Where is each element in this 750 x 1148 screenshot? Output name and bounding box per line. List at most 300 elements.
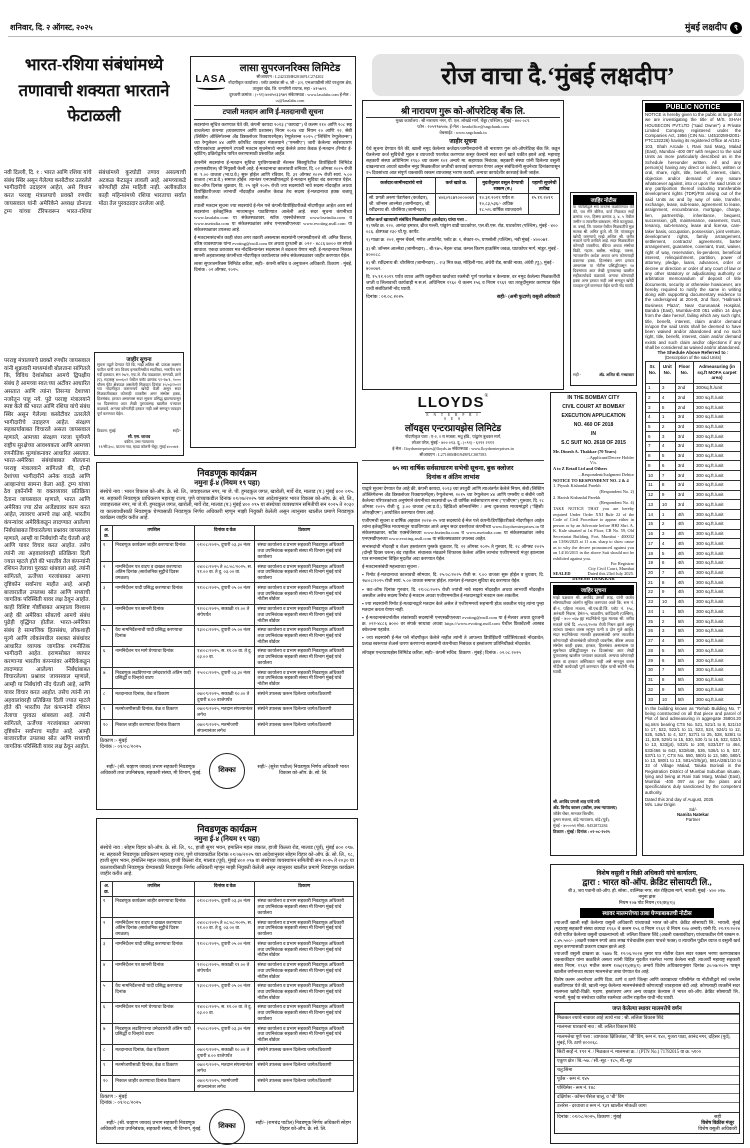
tender1-title: निवडणूक कार्यक्रम xyxy=(197,468,257,478)
jahir-notis-name: अ‍ॅड. अजित बी. गच्चाकार xyxy=(599,373,634,377)
table-cell: 3rd xyxy=(675,490,693,500)
banner-text: रोज वाचा दै.‘मुंबई लक्षदीप’ xyxy=(441,63,675,90)
public-notice-body2: In the building known as "Rehab Building No. 7" being constructed on all that piece and parcel of Plot of land admeasuring in aggregate 35804.20 sq.mtrs bearing CTS No. 521, 521/1 to 8, 521/10 to 17, 522, 522/1 to 11, 523, 524, 524/1 to 12, 525, 525/1 to 4, 527, 527/1 to 25, 528, 528/1 to 11, 529, 529/1 to 15, 530, 530 /1 to 16, 532, 532/1 to 13, 533(pt), 533/1 to 100, 533/107 to 464, 533/466 to 643, 533/648, 536, 536/1 to 5, 537, 537/1 to 7, CTS No. 580, 580/1 to 13, 580, 580/1 to 13, 580/1 to 13, 581A/2/5(pt), 581A/2B/1/10 to 33 of Village Malad, Taluka Borivali in the Registration District of Mumbai Suburban situate, lying and being at Rani Sati Marg, Malad (East), Mumbai -400 097 as per the plans and specifications duly sanctioned by the competent authority. xyxy=(645,705,741,795)
lloyds-notice xyxy=(362,394,544,1144)
table-cell: संस्थेने उपलब्ध करून दिलेल्या जागेत/ठिकाणी xyxy=(255,1045,354,1060)
table-cell: ९ xyxy=(101,704,113,719)
article-headline: भारत-रशिया संबंधांमध्ये तणावाची शक्यता भारताने फेटाळली xyxy=(18,55,170,126)
table-header-cell: Sr. No. xyxy=(646,362,660,383)
table-cell: 9 xyxy=(659,490,675,500)
table-cell: 4th xyxy=(675,597,693,607)
table-cell: ४०६०९८७९०००००७९ xyxy=(436,193,477,214)
table-cell: 1 xyxy=(646,383,660,393)
text-line: दक्षिणेस - कॉमन पॅसेज चालू, व ‘बी’ विंग xyxy=(555,1093,739,1102)
table-cell: 3rd xyxy=(675,480,693,490)
table-row xyxy=(646,568,741,578)
court-title xyxy=(553,395,634,447)
table-cell: 9 xyxy=(659,587,675,597)
public-notice-sd: Sd/- xyxy=(688,806,698,812)
table-cell: 4 xyxy=(659,441,675,451)
table-cell: 3 xyxy=(659,383,675,393)
table-cell: 3 xyxy=(646,403,660,413)
table-cell: संस्था कार्यालय व प्रभाग सहकारी निवडणूक अधिकारी तथा उपनिबंधक सहकारी संस्था मी विभाग मुंबई यांचे नोटीस बोर्डवर xyxy=(255,583,354,604)
table-header-cell: दिनांक व वेळ xyxy=(195,525,255,540)
lasa-body xyxy=(194,120,352,273)
jahir-notis-sign: सही - xyxy=(573,373,581,377)
lasa-addr3: दूरध्वनी क्रमांक : (+९१) ७०४५०३३९७९ संकेतस्थळ : www.lasalabs.com ई-मेल : cs@lasalabs.com xyxy=(229,92,351,103)
tender2-intro: संस्थेचे नाव : सोहम विहार को-ऑप. क्रे. सो. लि., १८, हाजी सुगर भवन, हमालिन महल जकात, हाजी किल्ला रोड, मालाड (पूर्व), मुंबई ४०० ०९७. मा. सहकारी निवडणूक प्राधिकरण महाराष्ट्र राज्य, पुणे यांच्याकडील दिनांक ०१/०७/२०२५ च्या आदेशानुसार सोहम विहार को-ऑप. क्रे. सो. लि., १८, हाजी सुगर भवन, हमालिन महल जकात, हाजी किल्ला रोड, मालाड (पूर्व), मुंबई ४०० ०९७ या संस्थेच्या व्यवस्थापन समितीची सन २०२५ ते २०३० या कालावधीसाठी निवडणूक घेण्यासाठी निवडणूक निर्णय अधिकारी म्हणून माझी नियुक्ती केलेली असून त्यानुसार खालील प्रमाणे निवडणूक कार्यक्रम जाहीर करीत आहे. xyxy=(100,846,354,877)
table-cell: ०७/०९/२०२५, मतदान संपल्यानंतर लगेच xyxy=(195,704,255,719)
text-line: टपाली मतदान सूचना ज्या सदस्यांचे ई-मेल पत्ते कंपनी/डिपॉझिटरीकडे नोंदणीकृत आहेत अशा सर्व सदस्यांना इलेक्ट्रॉनिक माध्यमातून पाठविण्यात आलेली आहे. सदर सूचना कंपनीच्या www.lasalabs.com या संकेतस्थळावर, स्टॉक एक्स्चेंजेसच्या www.bseindia.com व www.nseindia.com या संकेतस्थळांवर तसेच एनएसडीएलच्या www.evoting.nsdl.com या संकेतस्थळावर उपलब्ध आहे. xyxy=(194,203,352,232)
table-row xyxy=(646,471,741,481)
table-row xyxy=(646,480,741,490)
table-cell: 29 xyxy=(646,656,660,666)
table-cell: ०१/०८/२०२५, दुपारी ०३.३० नंतर xyxy=(195,896,255,917)
tender1-place: ठिकाण :- मुंबई xyxy=(100,738,127,744)
text-line: ई-मतदानासंबंधी महत्त्वाच्या सूचना : xyxy=(362,564,420,569)
table-cell: 7 xyxy=(659,665,675,675)
table-cell: वैध नामनिर्देशनाची यादी प्रसिद्ध करण्याचा दिनांक xyxy=(113,625,195,646)
schedule-table xyxy=(645,361,741,704)
court-resp1-tag: (Respondent No. 2) xyxy=(599,489,634,495)
table-row xyxy=(101,1045,354,1060)
advocate-name: अ‍ॅड. विनोद कालर (उम्रीस, उच्च न्यायालय) xyxy=(553,805,617,810)
tender1-intro: संस्थेचे नाव : भारत विकास को-ऑप. क्रे. सो. लि., जवाहरलाल नगर, मा जे. पी. हुमदकूल जगत, खारोली, मार्वे रोड, मालाड (प.) मुंबई ४०० ०९५. मा. सहकारी निवडणूक प्राधिकरण महाराष्ट्र राज्य, पुणे यांच्याकडील दिनांक ०१/०७/२०२५ च्या आदेशानुसार भारत विकास को-ऑप. क्रे. सो. लि., जवाहरलाल नगर, मा जे.पी. हुमदकूल जगत, खारोली, मार्वे रोड, मालाड (प.) मुंबई ४०० ०९५ या संस्थेच्या व्यवस्थापन समितीची सन २०२५ ते २०३० या कालावधीसाठी निवडणूक घेण्यासाठी निवडणूक निर्णय अधिकारी म्हणून माझी नियुक्ती केलेली असून त्यानुसार खालील प्रमाणे निवडणूक कार्यक्रम जाहीर करीत आहे. xyxy=(100,490,354,521)
table-cell: 1 xyxy=(659,607,675,617)
table-row xyxy=(101,604,354,625)
table-row xyxy=(646,685,741,695)
table-row xyxy=(646,422,741,432)
text-line: मिळकत ज्याचे नावावर आहे त्याचे नाव : श्री. ललिता विकास शिंदे xyxy=(555,1014,739,1023)
text-line: ▪ ई-मतदानासंदर्भातील शंकांसाठी सदस्यांनी एनएसडीएलच्या evoting@nsdl.com या ई-मेलवर अथवा दूरध्वनी क्र. ०२२-४८८६ ७००० वर संपर्क साधावा अथवा https://www.evoting.nsdl.com येथील फ्रिक्वेंटली आस्क्ड क्वेश्चन्स पहावेत. xyxy=(362,615,544,632)
lloyds-cin: सीआयएन : L27100MH1949PLC007583 xyxy=(419,452,487,457)
table-row xyxy=(646,587,741,597)
jahir-notis xyxy=(570,192,637,386)
bank-notice-title: जाहीर सूचना xyxy=(449,139,477,145)
jahir-notis-title: जाहिर नोटीस xyxy=(573,195,634,205)
table-cell: 2 xyxy=(659,422,675,432)
table-row xyxy=(101,1076,354,1091)
table-cell: 5 xyxy=(659,646,675,656)
read-daily-banner xyxy=(372,54,744,96)
text-line: ई-मतदानासंदर्भात काही शंका अगर तक्रारी असल्यास सदस्यांनी एनएसडीएलचे श्री. अमित विशाल, वरिष्ठ व्यवस्थापक यांना evoting@nsdl.com वर अथवा दूरध्वनी क्र. ०२२ - ४८८६ ७००० वर संपर्क साधावा. एकदा ठरावावर मत नोंदविल्यानंतर सदस्यास ते बदलता येणार नाही. ई-मतदानाचा निकाल छाननी अहवालासह कंपनीच्या नोंदणीकृत कार्यालयात तसेच संकेतस्थळावर जाहीर करण्यात येईल. xyxy=(194,235,352,258)
table-cell: 300 sq.ft./unit xyxy=(694,393,741,403)
table-cell: 5 xyxy=(659,403,675,413)
court-party2-role: ...Respondent/Judgment Debtor xyxy=(578,471,634,477)
schedule-title: The Shedule Above Referred to : xyxy=(657,350,729,356)
table-header-cell: अ. क्र. xyxy=(101,525,113,540)
table-row xyxy=(101,720,354,735)
table-cell: 3rd xyxy=(675,461,693,471)
table-row xyxy=(646,636,741,646)
table-cell: 300 sq.ft./unit xyxy=(694,558,741,568)
table-cell: संस्थेने उपलब्ध करून दिलेल्या जागेत/ठिकाणी xyxy=(255,720,354,735)
jahir-suchana-box xyxy=(94,352,184,456)
vasuli-notice xyxy=(550,864,744,1144)
table-cell: १२/०८/२०२५, सकाळी ११.०० ते संपेपर्यंत xyxy=(195,960,255,981)
tender-notice-1 xyxy=(96,462,358,810)
table-cell: 300 sq.ft./unit xyxy=(694,480,741,490)
registered-mark: ® xyxy=(484,394,489,399)
lasa-addr1: नोंदणीकृत कार्यालय : प्लॉट क्रमांक सी-४, जी - ३/१, एमआयडीसी लोटे परशुराम क्षेत्र, xyxy=(228,80,352,85)
table-cell: १३/०८/२०२५, दुपारी ०५.०० नंतर xyxy=(195,625,255,646)
text-line: ▪ रिमोट ई-मतदानाचा कालावधी सोमवार, दि. २५/०८/२०२५ रोजी स. ९.०० वाजता सुरू होईल व बुधवार, दि. २७/०८/२०२५ रोजी सायं. ५.०० वाजता समाप्त होईल. त्यानंतर ई-मतदान सुविधा बंद करण्यात येईल. xyxy=(362,572,544,584)
table-cell: 20 xyxy=(646,568,660,578)
table-cell: नामनिर्देशन पत्र मागे घेण्याचा दिनांक xyxy=(113,646,195,667)
table-header-cell: कर्ज खाते क्र. xyxy=(436,178,477,193)
text-line: याद्वारे सूचना देण्यात येत आहे की, कंपनी कायदा, २०१३ च्या तरतुदी आणि त्याअंतर्गत केलेले नियम, सेबी (लिस्टिंग ऑब्लिगेशन्स अँड डिस्क्लोजर रिक्वायरमेंट्स) रेग्युलेशन्स, २०१५ च्या रेग्युलेशन ४४ आणि एमसीए व सेबीने जारी केलेल्या परिपत्रकांच्या अनुषंगाने कंपनीच्या सदस्यांची ७५ वी वार्षिक सर्वसाधारण सभा ("एजीएम") गुरुवार, दि. २८ ऑगस्ट २०२५ रोजी दु. ३.०० वाजता (भा.प्र.वे.) व्हिडिओ कॉन्फरन्सिंग / अन्य दृकश्राव्य माध्यमांद्वारे ("व्हिसी/ओएव्हीएम") आयोजित करण्यात येणार आहे. xyxy=(362,486,544,515)
tender1-date: दिनांक :- ०१/०८/२०२५ xyxy=(100,744,141,750)
table-cell: 2 xyxy=(646,393,660,403)
table-row xyxy=(646,403,741,413)
table-cell: 300 sq.ft./unit xyxy=(694,549,741,559)
table-cell: नामनिर्देशन यादी प्रसिद्ध करण्याचा दिनांक xyxy=(113,583,195,604)
text-line: एकूण क्षेत्र / बि.-५७. / सी.-सूट - १८५, मी.-सूट xyxy=(555,1057,739,1066)
public-notice-dated: Dated this 2nd day of August, 2025 xyxy=(645,796,714,802)
vasuli-para1: ज्याअर्थी खाली सही केलेल्या वसुली अधिकारी यांच्याकडे भारत को-ऑप. क्रेडिट सोसायटी लि., भायली, मुंबई (महाराष्ट्र सहकारी संस्था कायदा १९६० चे कलम १५६ व नियम १९६१ चे नियम १०७ अन्वये) यांनी दि. २१/११/२०२४ रोजी पारित केलेल्या वसुली दाखल्यान्वये श्री. ललिता विकास शिंदे (अवली थकबाकीदार) यांच्याकडील येणे रक्कम रु. ८,४५,५००/- (अक्षरी रक्कम रुपये आठ लाख पंचेचाळीस हजार पाचशे फक्त) व त्यावरील पुढील व्याज व वसुली खर्च वसूल करण्यासाठी प्रकरण दाखल झाले आहे. xyxy=(554,920,740,949)
bank-title: श्री नारायण गुरू को-ऑपरेटिव्ह बँक लि. xyxy=(366,104,560,118)
article-columns: नवी दिल्ली, दि. १ : भारत आणि रशिया यांचे संबंध स्थिर असून गेलेल्या कसोटीवर उतरलेले भागीदारीचे उदाहरण आहेत, असे विधान करत परराष्ट्र मंत्रालयाचे प्रवक्ते रणधीर जायसवाल यांनी अमेरिकेने अध्यक्ष डोनाल्ड ट्रम्प यांच्या टॅरिफवरून भारत-रशिया संबंधांमध्ये कुरघोडी तणाव असल्याची अटकळ फेटाळून लावली आहे. आमच्याकडे कोणतीही ठोस माहिती नाही. अलीकडील काही महिन्यांमध्ये रशिया भारताचा सर्वात मोठा तेल पुरवठादार ठरलेला आहे. xyxy=(4,170,186,215)
table-cell: 300 sq.ft./unit xyxy=(694,578,741,588)
table-cell: 12 xyxy=(646,490,660,500)
table-cell: 10 xyxy=(659,695,675,705)
table-row xyxy=(101,625,354,646)
court-party1-role: ...Applicant/Decree Holder xyxy=(586,454,634,460)
table-cell: ५ xyxy=(101,625,113,646)
text-line: ▪ ज्या सदस्यांनी ई-मेल पत्ते नोंदणीकृत केलेले नाहीत त्यांनी ते आपल्या डिपॉझिटरी पार्टिसिपंटकडे नोंदवावेत; प्रत्यक्ष स्वरूपात शेअर्स धारण करणाऱ्या सदस्यांनी कंपनीच्या निबंधक व हस्तांतरण प्रतिनिधींकडे नोंदवावेत. xyxy=(362,635,544,647)
text-line: चतु:सिमा xyxy=(555,1066,739,1075)
table-cell: 18 xyxy=(646,549,660,559)
table-cell: 4th xyxy=(675,519,693,529)
table-row xyxy=(101,960,354,981)
table-row xyxy=(646,617,741,627)
article-continuation: परराष्ट्र मंत्रालयाचे प्रवक्ते रणधीर जायसवाल यांनी शुक्रवारी माध्यमांशी बोलताना सांगितले कि, विविध देशांसोबत आमचे द्विपक्षीय संबंध हे आमच्या स्वत:च्या अटींवर आधारित असतात आणि त्यांना तिसऱ्या देशाच्या नजरेतून पाहू नये. पुढे परराष्ट्र मंत्रालयाने स्पष्ट केले की भारत आणि रशिया यांचे संबंध स्थिर असून गेलेल्या कसोटीवर उतरलेले भागीदारीचे उदाहरण आहेत. संरक्षण सहकार्याबाबत विचारले असता जायसवाल म्हणाले, आमच्या संरक्षण गरजा पूर्णपणे राष्ट्रीय सुरक्षेच्या आवश्यकता आणि आमच्या रणनीतिक मूल्यांकनावर आधारित असतात. भारत-अमेरिका संबंधांबाबत बोलताना परराष्ट्र मंत्रालयाने सांगितले की, दोन्ही देशांच्या भागीदारीने अनेक वादळे आणि आव्हानांचा सामना केला आहे. ट्रम्प यांच्या ठेव इकॉनॉमी या वक्तव्यावर प्रतिक्रिया देताना जायसवाल म्हणाले, भारत आणि अमेरिका ज्या ठोस अजेंड्यावर काम करत आहेत, त्यावरच आमचे लक्ष आहे. भारतीय कंपन्यांवर अमेरिकेकडून लादण्यात आलेल्या निर्बंधांबाबत विचारलेल्या प्रश्नावर जायसवाल म्हणाले, आम्ही या निर्बंधांची नोंद घेतली आहे आणि यावर विचार करत आहोत. तसेच त्यांनी त्या अहवालांवरही प्रतिक्रिया दिली ज्यात म्हटले होते की भारतीय तेल कंपन्यांनी रशियन तेलाचा पुरवठा थांबवला आहे. त्यांनी सांगितले, ऊर्जेच्या गरजांबाबत आमचा दृष्टिकोन सर्वांनाच माहीत आहे. आम्ही बाजारातील उपलब्ध स्रोत आणि सध्याची जागतिक परिस्थिती यावर लक्ष ठेवून आहोत. काही विशिष्ट गोष्टींबाबत आम्हाला विश्वास आहे की अमेरिका सोबतचे आमचे संबंध पुढेही वृद्धिंगत होतील. भारत-अमेरिका संबंध हे सामाजिक हितसंबंध, लोकशाही मूल्ये आणि लोकांमधील सशक्त संबंधांवर आधारित व्यापक जागतिक रणनीतिक भागीदारी आहेत. इराणसोबत व्यापार करणाऱ्या भारतीय कंपन्यांवर अमेरिकेकडून लादण्यात आलेल्या निर्बंधांबाबत विचारलेल्या प्रश्नावर जायसवाल म्हणाले, आम्ही या निर्बंधांची नोंद घेतली आहे, आणि यावर विचार करत आहोत. तसेच त्यांनी त्या अहवालांवरही प्रतिक्रिया दिली ज्यात म्हटले होते की भारतीय तेल कंपन्यांनी रशियन तेलाचा पुरवठा थांबवला आहे. त्यांनी सांगितले, ऊर्जेच्या गरजांबाबत आमच्या दृष्टिकोन सर्वांनाच माहीत आहे. आम्ही बाजारातील उपलब्ध स्रोत आणि सध्याची जागतिक परिस्थिती यावर लक्ष ठेवून आहोत. xyxy=(4,358,90,750)
table-cell: ५ xyxy=(101,981,113,1002)
vasuli-black-title: स्थावर मालमत्तेच्या ताबा घेण्याबाबतची नोटीस xyxy=(580,908,714,918)
page-date: शनिवार, दि. २ ऑगस्ट, २०२५ xyxy=(10,23,93,32)
table-header-cell: Floor No. xyxy=(675,362,693,383)
table-row xyxy=(646,578,741,588)
table-row xyxy=(101,939,354,960)
table-cell: 5th xyxy=(675,665,693,675)
public-notice xyxy=(642,100,744,856)
table-cell: ११/०८/२०२५, दुपारी ०५.०० नंतर xyxy=(195,583,255,604)
table-cell: 28 xyxy=(646,646,660,656)
table-cell: 4 xyxy=(659,636,675,646)
public-notice-body1: NOTICE is hereby given to the public at large that we are investigating the title of M/S. SHAH HOUSECON PVT.LTD ("said Owner") a Private Limited Company registered under the Companies Act, 1956 (CIN No.: U45102MH2001-PTC132226) having its registered Office at A/101-103, Shah Arcade I, Rani Sati Marg, Malad (East), Mumbai -400 097 with respect to the said Units as more particularly described as in the Schedule hereunder written. All and any person(s) having any direct or indirect, written or oral, share, right, title, benefit, interest, claim, objection and/or demand of any nature whatsoever against, into or upon the said Units or any part/portion thereof including transferable development rights (TDR)/FSI arising out of the said Units as and by way of sale, transfer, exchange, lease, sub-lease, agreement to lease, assignment, encumbrance, mortgage, charge, lien, partnership, inheritance, bequest, succession, gift, maintenance, easement, trust, tenancy, sub-tenancy, lease and license, care-taker basis, occupation, possession, joint venture, development rights, family arrangement, settlement, contracts/ agreements, barter arrangement, guarantee, covenant, trust, waiver, right of way, reservation, lis-pendens, beneficial interest, relinquishment, partition, power of attorney, pledge, loans, advances, order or decree or direction or order of any court of law or any other statutory or adjudicating authority or arbitration memorandum of deposit of title documents, security or otherwise howsoever, are hereby required to notify the same in writing along with supporting documentary evidence to the undersigned at 204-B, 2nd floor, "Hallmark Business Plaza", Near Gurunanak Hospital, Bandra (East), Mumbai-400 051 within 14 days from the date hereof, failing which any such right, title, benefit, interest, claim and/or demand in/upon the said Units shall be deemed to have been waived and/or abandoned and no such right, title, benefit, interest, claim and/or demand exists and such claim and/or objections if any shall be considered as waived and/or abandoned. xyxy=(645,112,741,351)
table-cell: 13 xyxy=(646,500,660,510)
table-cell: संस्था कार्यालय व प्रभाग सहकारी निवडणूक अधिकारी तथा उपनिबंधक सहकारी संस्था मी विभाग मुंबई यांचे नोटीस बोर्डवर xyxy=(255,1024,354,1045)
tender2-title: निवडणूक कार्यक्रम xyxy=(197,824,257,834)
lasa-title: लासा सुपरजनरिक्स लिमिटेड xyxy=(239,63,341,74)
bank-addr2: फोन : २०५९९७५०७, ई-मेल : headoffice@sngcbank.com xyxy=(417,124,509,129)
bank-date: दिनांक : ०२.०८.२०२५ xyxy=(366,294,404,300)
table-cell: 300 sq.ft./unit xyxy=(694,646,741,656)
table-cell: 3rd xyxy=(675,451,693,461)
table-cell: 31 xyxy=(646,675,660,685)
vasuli-date-place: दिनांक : ०१/०८/२०२५, ठिकाण : मुंबई xyxy=(557,1114,622,1120)
table-cell: 30 xyxy=(646,665,660,675)
advocate-notice xyxy=(550,582,637,856)
lasa-cin: सीआयएन : L24233MH2016PLC274202 xyxy=(256,74,324,79)
bank-addr3: वेबसाईट : www.sngcbank.in xyxy=(439,130,487,135)
table-row xyxy=(646,529,741,539)
table-row xyxy=(101,981,354,1002)
table-cell: 4th xyxy=(675,539,693,549)
court-notice-to: NOTICE TO RESPONDENT NO. 2 & 4 xyxy=(553,477,629,483)
court-party1: Mr. Dinesh A. Thakkar (70 Years) xyxy=(553,449,617,454)
masthead-title: मुंबई लक्षदीप xyxy=(685,22,727,32)
table-cell: 4th xyxy=(675,549,693,559)
table-cell: 11 xyxy=(646,480,660,490)
table-cell: 25 xyxy=(646,617,660,627)
table-cell: नामनिर्देशन पत्र वाटप व दाखल करण्याचा अंतिम दिनांक (सार्वजनिक सुट्टीचे दिवस वगळता) xyxy=(113,562,195,583)
text-line: IN THE BOMBAY CITY xyxy=(567,395,620,401)
table-row xyxy=(101,1024,354,1045)
table-row xyxy=(101,668,354,689)
text-line: कंपनीने सदस्यांना ई-मतदान सुविधा पुरविण्यासाठी नॅशनल सिक्युरिटीज डिपॉझिटरी लिमिटेड (एनएसडीएल) ची नियुक्ती केली आहे. ई-मतदानाचा कालावधी शनिवार, दि. ०२ ऑगस्ट २०२५ रोजी स. ९.०० वाजता (भा.प्र.वे.) सुरू होईल आणि रविवार, दि. ३१ ऑगस्ट २०२५ रोजी सायं. ५.०० वाजता (भा.प्र.वे.) समाप्त होईल. त्यानंतर एनएसडीएलद्वारे ई-मतदान सुविधा बंद करण्यात येईल. कट-ऑफ दिनांक शुक्रवार, दि. २५ जुलै २०२५ रोजी ज्या सदस्यांची नावे सदस्य नोंदवहीत अथवा डिपॉझिटरीजच्या लाभार्थी नोंदवहीत असतील केवळ तेच सदस्य ई-मतदानाचा हक्क बजावू शकतील. xyxy=(194,159,352,200)
court-resp2: 2. Harish Kishanlal Parekh xyxy=(553,494,601,500)
table-cell: २५/०८/२०२५, दुपारी ०३.३० नंतर xyxy=(195,1024,255,1045)
lasa-subject: टपाली मतदान आणि ई-मतदानाची सूचना xyxy=(194,106,352,120)
table-cell: ७ xyxy=(101,1024,113,1045)
table-cell: 300 sq.ft./unit xyxy=(694,626,741,636)
stamp-circle: शिक्का xyxy=(209,1109,245,1145)
table-row xyxy=(646,597,741,607)
tender2-table xyxy=(100,881,354,1092)
court-name: City Civil Court, Mumbai xyxy=(588,566,634,572)
text-line: EXECUTION APPLICATION xyxy=(561,413,626,419)
advocate-notice-body: माझे पक्षकार श्री. अरविंद उमर्शी शाह, यांनी कर्जत सोसायटीच्या अंतर्गत सूचित करण्यात आले कि, रूम नं. बी-१, पहिला मजला, श्री.एच.डी.जि. प्लॉट नं. १५८, अरुंधती निवास, हेमंत-५, चाळवीन, कांदिवली (पश्चिम), मुंबई - ४०० ०६७ ह्या सदनिकेचे मूळ मालक श्री. जरीव मकाले यांचे दि. ०५/०६/२०२४ रोजी निधन झाले असून त्यांच्या पश्चात वारस म्हणून पत्नी व दोन मुले आहेत. सदर सदनिकेच्या मालकी हक्कासंबंधी अगर त्यावरील कोणत्याही बोजासंबंधी कोणाही व्यक्तीस, बँकेस अथवा संस्थेस काही हक्क, हरकत, हितसंबंध असल्यास या सूचनेच्या प्रसिद्धीपासून १४ दिवसांच्या आत लेखी पुराव्यासह खालील पत्त्यावर कळवावे. अन्यथा कोणताही हक्क वा हरकत अस्तित्वात नाही असे समजून वारस नोंदीची कार्यवाही पूर्ण करण्यात येईल याची सर्वांनी नोंद घ्यावी. xyxy=(553,595,634,675)
table-cell: 300 sq.ft./unit xyxy=(694,461,741,471)
table-cell: 6 xyxy=(659,558,675,568)
table-cell: संस्थेने उपलब्ध करून दिलेल्या जागेत/ठिकाणी xyxy=(255,1060,354,1075)
table-cell: 5th xyxy=(675,617,693,627)
table-cell: 2 xyxy=(659,617,675,627)
table-cell: ४ xyxy=(101,604,113,625)
table-cell: ०४/०८/२०२५ ते ०८/०८/२०२५, स. ११.०० वा. ते दु. ०३.०० वा. xyxy=(195,562,255,583)
text-line: २) गाळा क्र. २०२, सुमन चेंबर्स, गणेश अपार्टमेंट, प्लॉट क्र. १, सेक्टर-१५, घणसोली (पश्चिम), नवी मुंबई - ४०००७१. xyxy=(366,237,549,243)
table-cell: 17 xyxy=(646,539,660,549)
vasuli-sign: सही विशेष विक्रीस मंजूर विशेष वसुली अधिकारी xyxy=(698,1114,737,1132)
table-cell: 300 sq.ft./unit xyxy=(694,617,741,627)
table-row xyxy=(646,519,741,529)
table-cell: 22 xyxy=(646,587,660,597)
vasuli-desc-title: जप्त केलेल्या स्थावर मालमत्तेचे वर्णन xyxy=(555,1003,739,1014)
table-cell: ०७/०९/२०२५, मतदान संपल्यानंतर लगेच xyxy=(195,1060,255,1075)
lloyds-addr3: ई-मेल : lloydsenterprises@lloyds.in संकेतस्थळ : www.lloydsenterprises.in xyxy=(392,446,514,451)
table-cell: संस्थेने उपलब्ध करून दिलेल्या जागेत/ठिकाणी xyxy=(255,1076,354,1091)
table-cell: 3 xyxy=(659,432,675,442)
table-cell: ०७/०९/२०२५, सकाळी १०.०० ते दुपारी ४.०० वाजेपर्यंत xyxy=(195,1045,255,1060)
table-cell: 16 xyxy=(646,529,660,539)
advocate-addr1: जॉबेर चेंबर, मानकर बिल्डींग, xyxy=(553,811,595,816)
table-row xyxy=(646,490,741,500)
table-cell: 300 sq.ft./unit xyxy=(694,432,741,442)
table-row xyxy=(646,549,741,559)
table-cell: ०७/०९/२०२५, मतमोजणी संपल्यानंतर लगेच xyxy=(195,1076,255,1091)
advocate-sign: श्री. अरविंद प्रगजी शाह यांचे तर्फे xyxy=(553,799,600,804)
table-cell: 6 xyxy=(659,656,675,666)
table-cell: 5 xyxy=(659,549,675,559)
table-cell: 3rd xyxy=(675,412,693,422)
table-cell: ९ xyxy=(101,1060,113,1075)
text-line: पश्चिमेस - रूम नं. १४८ xyxy=(555,1084,739,1093)
tender1-form: नमुना ई-४ (नियम १९ पहा) xyxy=(194,479,260,487)
table-cell: 4th xyxy=(675,558,693,568)
table-cell: ३ xyxy=(101,939,113,960)
table-cell: संस्थेने उपलब्ध करून दिलेल्या जागेत/ठिकाणी xyxy=(255,689,354,704)
court-notice xyxy=(550,392,637,582)
table-cell: निकाल जाहीर करण्याचा दिनांक ठिकाण xyxy=(113,1076,195,1091)
table-cell: संस्था कार्यालय व प्रभाग सहकारी निवडणूक अधिकारी तथा उपनिबंधक सहकारी संस्था मी विभाग मुंबई यांचे कार्यालय xyxy=(255,562,354,583)
table-cell: 300 sq.ft./unit xyxy=(694,510,741,520)
vasuli-form2: नियम १०७ पोट नियम (११(क)(१)) xyxy=(618,900,676,905)
table-cell: 3rd xyxy=(675,432,693,442)
table-cell: १२/०८/२०२५, सकाळी ११.०० ते संपेपर्यंत xyxy=(195,604,255,625)
table-cell: 2nd xyxy=(675,393,693,403)
jahir-suchana-sign: सही/- xyxy=(172,429,181,433)
table-cell: १०.३१.२०१९ पर्यंत रु. १०,८३,५३६/- अधिक १८.५% वार्षिक व्याजदराने xyxy=(477,193,529,214)
table-row xyxy=(646,393,741,403)
table-cell: 5th xyxy=(675,695,693,705)
table-cell: संस्था कार्यालय व प्रभाग सहकारी निवडणूक अधिकारी तथा उपनिबंधक सहकारी संस्था मी विभाग मुंबई यांचे नोटीस बोर्डवर xyxy=(255,960,354,981)
vasuli-form1: नमुना ह्रास xyxy=(638,894,656,899)
table-cell: १ xyxy=(101,896,113,917)
lloyds-body xyxy=(362,484,544,655)
table-cell: 300 sq.ft./unit xyxy=(694,695,741,705)
table-cell: 6 xyxy=(646,432,660,442)
vasuli-head3: बी ३, जय पवानी को-ऑप. हौ. सोसा., वाल्मिक नगर, संत रोहिदास मार्ग, भायली, मुंबई - ४०० ०१७. xyxy=(568,888,726,893)
table-cell: 300 sq.ft./unit xyxy=(694,451,741,461)
court-holder: DINESH THAKKAR xyxy=(572,576,615,582)
table-cell: 5 xyxy=(659,451,675,461)
table-cell: ०७/०९/२०२५, सकाळी १०.०० ते दुपारी ४.०० वाजेपर्यंत xyxy=(195,689,255,704)
table-cell: 300 sq.ft./unit xyxy=(694,665,741,675)
table-cell: 5th xyxy=(675,607,693,617)
table-cell: ३ xyxy=(101,583,113,604)
table-cell: 7 xyxy=(659,471,675,481)
table-cell: 5th xyxy=(675,646,693,656)
table-cell: 3rd xyxy=(675,441,693,451)
text-line: ▪ कट-ऑफ दिनांक गुरुवार, दि. २१/०८/२०२५ रोजी ज्यांची नावे सदस्य नोंदवहीत अथवा लाभार्थी नोंदवहीत असतील असेच सदस्य रिमोट ई-मतदान अथवा एजीएममधील ई-मतदानाद्वारे मतदान करू शकतील. xyxy=(362,586,544,598)
table-cell: संस्था कार्यालय व प्रभाग सहकारी निवडणूक अधिकारी तथा उपनिबंधक सहकारी संस्था मी विभाग मुंबई यांचे कार्यालय xyxy=(255,1002,354,1023)
table-row xyxy=(367,193,560,214)
table-cell: 2nd xyxy=(675,383,693,393)
text-line: मालमत्ता धारकाचे नाव : श्री. ललित विकास शिंदे xyxy=(555,1023,739,1032)
tender2-place: ठिकाण :- मुंबई xyxy=(100,1094,127,1100)
table-header-cell: अ. क्र. xyxy=(101,881,113,896)
table-cell: 2 xyxy=(659,519,675,529)
jahir-suchana-name: सौ. एस. जाधव xyxy=(127,434,151,439)
table-cell: 3 xyxy=(659,626,675,636)
text-line: उत्तरेस - दरवाजा व रूम नं. ९३१ खालील मोकळी जागा xyxy=(555,1102,739,1111)
tender1-table xyxy=(100,525,354,736)
table-cell: 300 sq.ft./unit xyxy=(694,568,741,578)
table-cell: संस्था कार्यालय व प्रभाग सहकारी निवडणूक अधिकारी तथा उपनिबंधक सहकारी संस्था मी विभाग मुंबई यांचे नोटीस बोर्डवर xyxy=(255,604,354,625)
bank-notice xyxy=(362,100,564,390)
table-cell: 7 xyxy=(659,568,675,578)
table-cell: नामनिर्देशन पत्र वाटप व दाखल करण्याचा अंतिम दिनांक (सार्वजनिक सुट्टीचे दिवस वगळता) xyxy=(113,918,195,939)
table-cell: 4th xyxy=(675,568,693,578)
table-row xyxy=(101,562,354,583)
table-cell: 4th xyxy=(675,529,693,539)
table-cell: २ xyxy=(101,918,113,939)
table-cell: सौ. प्रगती अरुण पेडणेकर (कर्जदार), श्री. जॉन्सन आल्मेडा (जामीनदार), श्री. रवींद्रनाथ बी. चौरसिया (जामीनदार) xyxy=(367,193,436,214)
table-cell: मतदानाचा दिनांक, वेळ व ठिकाण xyxy=(113,1045,195,1060)
table-row xyxy=(101,689,354,704)
table-cell: 24 xyxy=(646,607,660,617)
table-cell: 5th xyxy=(675,626,693,636)
text-line: NO. 460 OF 2018 xyxy=(573,422,614,428)
table-cell: ६ xyxy=(101,646,113,667)
text-line: ४) श्री. रवींद्रनाथ बी. चौरसिया (जामीनदार) – २/३ मित्र कक्ष, मोहिली गाव, अंधेरी रोड, साकी नाका, अंधेरी (पू.), मुंबई - ४०००७२. xyxy=(366,259,555,271)
table-row xyxy=(646,607,741,617)
table-cell: 300 sq.ft./unit xyxy=(694,422,741,432)
bank-table xyxy=(366,177,560,215)
jahir-notis-body: या नोटीशीद्वारे सर्व जनतेस कळविण्यात येते की, चव मीरे बोरिज, कर्ज मिळकत सर्व्हे क्रमांक १९१, हिस्सा क्रमांक ३, ४, ५ येथील जमीन व त्यावरील बांधकाम, मौजे काजूपाडा, ता. वसई, जि. पालघर येथील मिळकतीचे मूळ मालक श्री. अमित कुजे, शी. लि. यांजकडून खरेदी करण्याचे माझे अशिल श्री. जरीव मकाले यांनी ठरविले आहे. सदर मिळकतीवर कोणाही व्यक्तीचा, बँकेचा अथवा संस्थेचा विक्री, गहाण, बक्षीस, भाडेपट्टा, वारसा, न्यायालयीन आदेश अथवा अन्य कोणत्याही प्रकारचा हक्क, हितसंबंध अगर हरकत असल्यास या नोटीस प्रसिद्धीपासून १४ दिवसांच्या आत लेखी पुराव्यासह खालील सहीकर्त्याकडे कळवावे. अन्यथा कोणताही हक्क अगर हरकत नाही असे समजून खरेदी व्यवहार पूर्ण करण्यात येईल याची नोंद घ्यावी. xyxy=(573,205,634,288)
table-cell: 9 xyxy=(646,461,660,471)
table-header-row xyxy=(646,362,741,383)
text-line: S.C SUIT NO. 2618 OF 2015 xyxy=(561,440,626,446)
table-row xyxy=(646,451,741,461)
table-header-cell: ठिकाण xyxy=(255,525,354,540)
table-cell: 10 xyxy=(659,500,675,510)
lloyds-addr1: नोंदणीकृत पत्ता : ए-२, २ रा मजला, मधु इंडि., पांढुरंग बुधकर मार्ग, xyxy=(404,434,502,439)
public-notice-firm: M/s. Law Origin xyxy=(645,801,676,807)
table-cell: 2nd xyxy=(675,403,693,413)
table-header-cell: ठिकाण xyxy=(255,881,354,896)
table-cell: संस्था कार्यालय व प्रभाग सहकारी निवडणूक अधिकारी तथा उपनिबंधक सहकारी संस्था मी विभाग मुंबई यांचे नोटीस बोर्डवर xyxy=(255,668,354,689)
table-cell: 300 sq.ft./unit xyxy=(694,519,741,529)
table-row xyxy=(646,500,741,510)
table-cell: 5th xyxy=(675,675,693,685)
table-cell: 300 sq.ft./unit xyxy=(694,636,741,646)
table-cell: नामनिर्देशन पत्र छाननी दिनांक xyxy=(113,960,195,981)
table-header-row xyxy=(101,525,354,540)
table-cell: 300 sq.ft./unit xyxy=(694,412,741,422)
table-cell: संस्था कार्यालय व प्रभाग सहकारी निवडणूक अधिकारी तथा उपनिबंधक सहकारी संस्था मी विभाग मुंबई यांचे कार्यालय xyxy=(255,918,354,939)
table-cell: संस्था कार्यालय व प्रभाग सहकारी निवडणूक अधिकारी तथा उपनिबंधक सहकारी संस्था मी विभाग मुंबई यांचे नोटीस बोर्डवर xyxy=(255,625,354,646)
court-dated: Dated this 23rd July 2025. xyxy=(587,571,634,577)
table-cell: १० xyxy=(101,720,113,735)
table-cell: 300 sq.ft./unit xyxy=(694,656,741,666)
table-row xyxy=(646,441,741,451)
table-cell: 300 sq.ft./unit xyxy=(694,500,741,510)
table-cell: 32 xyxy=(646,685,660,695)
table-cell: 10 xyxy=(646,471,660,481)
table-cell: नामनिर्देशन पत्र छाननी दिनांक xyxy=(113,604,195,625)
table-header-cell: Unit No. xyxy=(659,362,675,383)
table-cell: 300 sq.ft./unit xyxy=(694,539,741,549)
schedule-subtitle: (Description of the said Units) xyxy=(664,355,722,361)
tender2-sign-right: सही/- (रामचंद्र पाटील) निवडणूक निर्णय अधिकारी सोहम विहार को-ऑप. क्रे. सो. लि. xyxy=(255,1120,351,1132)
table-row xyxy=(101,583,354,604)
table-cell: 5th xyxy=(675,685,693,695)
table-header-cell: मुदतीनुसार वसूल देण्याची रक्कम (रु.) xyxy=(477,178,529,193)
table-cell: 4th xyxy=(675,510,693,520)
table-cell: मतदानाचा दिनांक, वेळ व ठिकाण xyxy=(113,689,195,704)
table-cell: निवडणूक लढविणाऱ्या उमेदवारांची अंतिम यादी प्रसिद्धी व चिन्हांचे वाटप xyxy=(113,1024,195,1045)
advocate-footer: ठिकाण : मुंबई / दिनांक : ०२-०८-२०२५ xyxy=(553,829,610,834)
advocate-addr3: मुंबई - ४०००५१ मोबा.: 8452872284 xyxy=(553,823,608,828)
table-row xyxy=(101,896,354,917)
table-cell: १५.११.२०१९ xyxy=(529,193,560,214)
tender-notice-2 xyxy=(96,818,358,1144)
bank-assets xyxy=(366,223,560,272)
court-party2: A to Z Retail Ltd and Others xyxy=(553,466,608,472)
table-cell: ०७/०९/२०२५, मतमोजणी संपल्यानंतर लगेच xyxy=(195,720,255,735)
